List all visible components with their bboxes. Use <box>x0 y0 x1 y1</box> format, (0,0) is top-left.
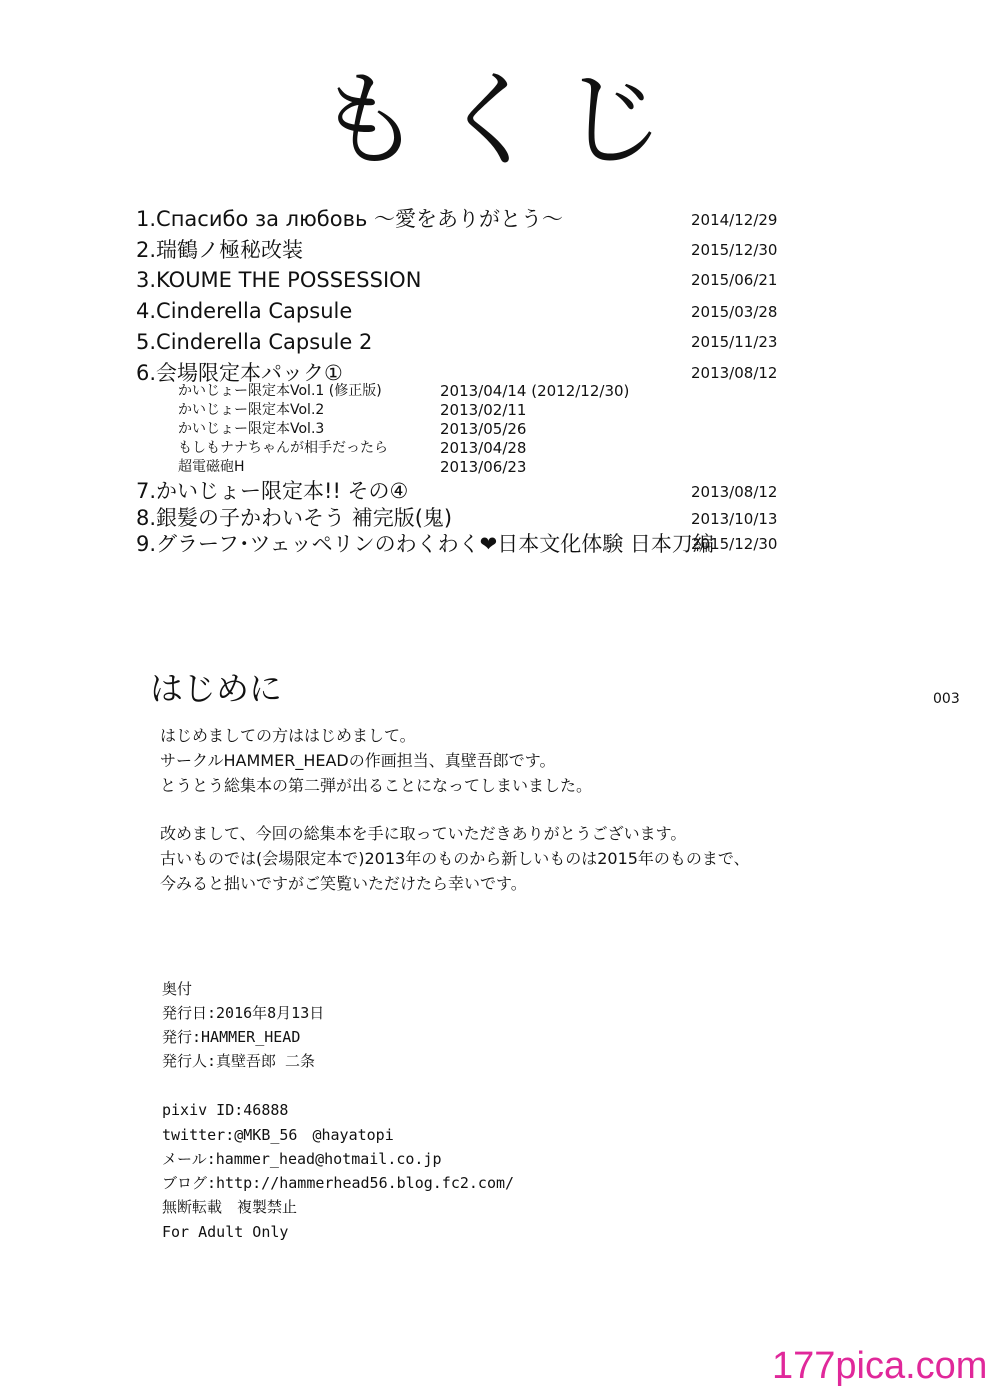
toc-date-4: 2015/03/28 <box>691 303 778 321</box>
pack-item-date: 2013/02/11 <box>440 401 527 419</box>
pack-item-date: 2013/06/23 <box>440 458 527 476</box>
toc-date-9: 2015/12/30 <box>691 535 778 553</box>
intro-line: 今みると拙いですがご笑覧いただけたら幸いです。 <box>160 874 527 893</box>
toc-date-3: 2015/06/21 <box>691 271 778 289</box>
toc-entry-9: 9.グラーフ･ツェッペリンのわくわく❤日本文化体験 日本刀編 <box>136 532 714 556</box>
colophon-line: 発行日:2016年8月13日 <box>162 1004 325 1022</box>
intro-line: 改めまして、今回の総集本を手に取っていただきありがとうございます。 <box>160 824 687 843</box>
intro-heading: はじめに <box>150 669 282 708</box>
toc-entry-3: 3.KOUME THE POSSESSION <box>136 268 422 292</box>
colophon-heading: 奥付 <box>162 980 193 998</box>
toc-date-1: 2014/12/29 <box>691 211 778 229</box>
toc-date-5: 2015/11/23 <box>691 333 778 351</box>
toc-entry-8: 8.銀髪の子かわいそう 補完版(鬼) <box>136 506 453 530</box>
toc-entry-4: 4.Cinderella Capsule <box>136 299 353 323</box>
colophon-line: 無断転載 複製禁止 <box>162 1198 298 1216</box>
toc-entry-1: 1.Спасибо за любовь ～愛をありがとう～ <box>136 207 564 231</box>
intro-line: サークルHAMMER_HEADの作画担当、真壁吾郎です。 <box>160 751 556 770</box>
colophon-line: twitter:@MKB_56 @hayatopi <box>162 1126 394 1144</box>
pack-item-label: かいじょー限定本Vol.2 <box>178 402 325 418</box>
pack-item-date: 2013/04/28 <box>440 439 527 457</box>
toc-entry-7: 7.かいじょー限定本!! その④ <box>136 479 409 503</box>
toc-date-8: 2013/10/13 <box>691 510 778 528</box>
colophon-line: For Adult Only <box>162 1223 289 1241</box>
intro-line: はじめましての方ははじめまして。 <box>160 726 416 745</box>
watermark: 177pica.com <box>772 1345 988 1387</box>
toc-entry-5: 5.Cinderella Capsule 2 <box>136 330 373 354</box>
toc-entry-6: 6.会場限定本パック① <box>136 361 343 385</box>
colophon-line: 発行:HAMMER_HEAD <box>162 1028 301 1046</box>
toc-date-2: 2015/12/30 <box>691 241 778 259</box>
colophon-line: メール:hammer_head@hotmail.co.jp <box>162 1150 442 1168</box>
pack-item-date: 2013/04/14 (2012/12/30) <box>440 382 630 400</box>
intro-line: 古いものでは(会場限定本で)2013年のものから新しいものは2015年のものまで、 <box>160 849 750 868</box>
page-number: 003 <box>933 691 960 707</box>
pack-item-label: もしもナナちゃんが相手だったら <box>178 440 388 456</box>
toc-date-6: 2013/08/12 <box>691 364 778 382</box>
toc-date-7: 2013/08/12 <box>691 483 778 501</box>
pack-item-label: かいじょー限定本Vol.3 <box>178 421 325 437</box>
colophon-line: ブログ:http://hammerhead56.blog.fc2.com/ <box>162 1174 515 1192</box>
pack-item-label: かいじょー限定本Vol.1 (修正版) <box>178 383 382 399</box>
pack-item-date: 2013/05/26 <box>440 420 527 438</box>
pack-item-label: 超電磁砲H <box>178 459 245 475</box>
colophon-line: pixiv ID:46888 <box>162 1101 289 1119</box>
toc-entry-2: 2.瑞鶴ノ極秘改装 <box>136 238 304 262</box>
intro-line: とうとう総集本の第二弾が出ることになってしまいました。 <box>160 776 593 795</box>
page-title: もくじ <box>316 59 683 181</box>
colophon-line: 発行人:真壁吾郎 二条 <box>162 1052 316 1070</box>
